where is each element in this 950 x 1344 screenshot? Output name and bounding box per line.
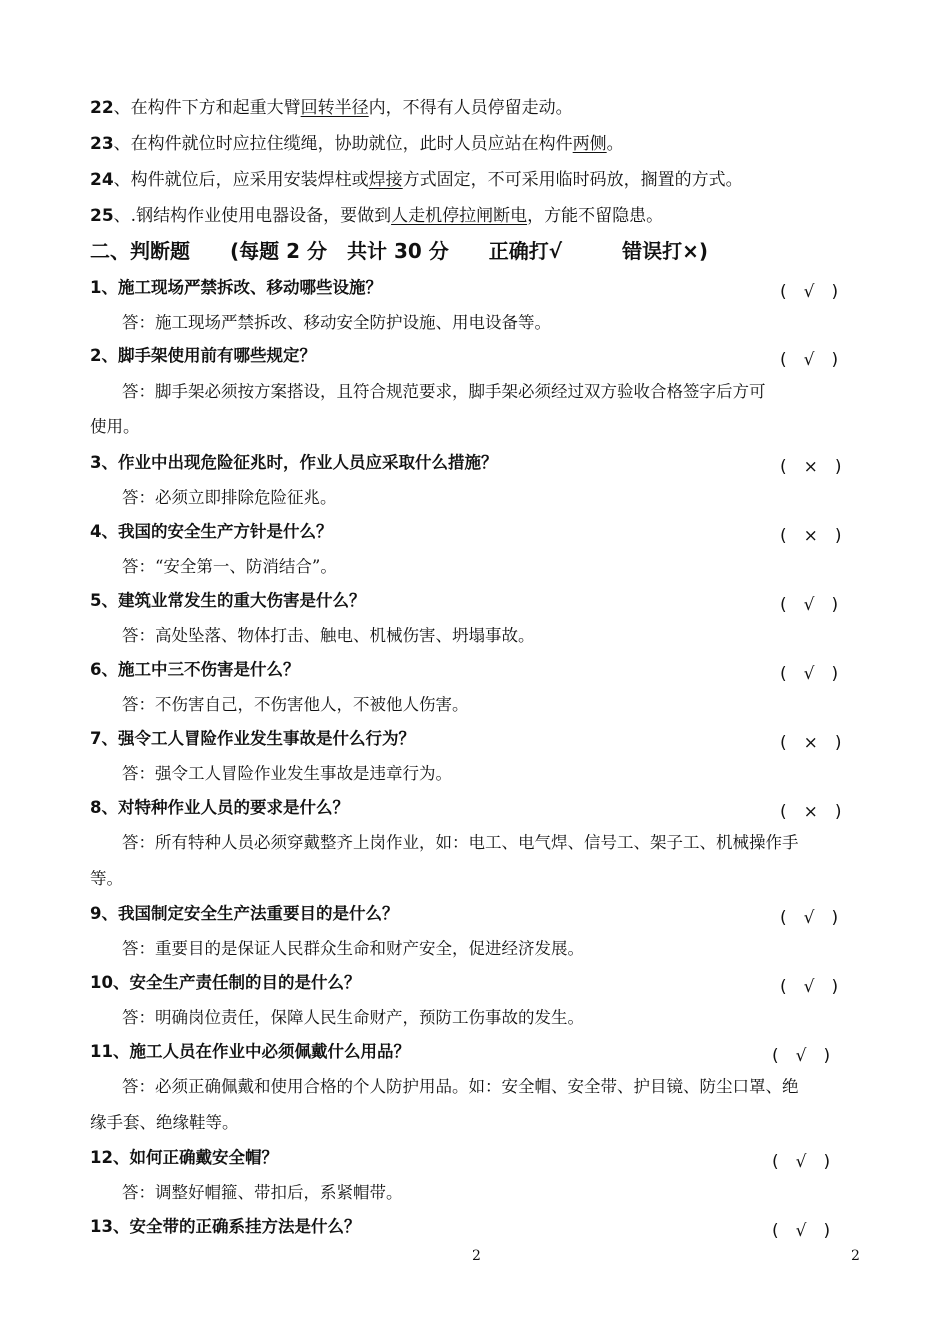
item-text: 构件就位后，应采用安装焊柱或: [130, 170, 369, 190]
item-answer: 人走机停拉闸断电: [391, 206, 528, 226]
question-6: 6、施工中三不伤害是什么？: [90, 660, 300, 679]
answer-mark: ( √ ): [780, 908, 839, 928]
answer-8: 答：所有特种人员必须穿戴整齐上岗作业，如：电工、电气焊、信号工、架子工、机械操作手: [122, 833, 799, 852]
answer-5: 答：高处坠落、物体打击、触电、机械伤害、坍塌事故。: [122, 626, 535, 645]
answer-4: 答：“安全第一、防消结合”。: [122, 557, 337, 576]
question-7: 7、强令工人冒险作业发生事故是什么行为？: [90, 729, 415, 748]
answer-11: 答：必须正确佩戴和使用合格的个人防护用品。如：安全帽、安全带、护目镜、防尘口罩、绝: [122, 1077, 799, 1096]
fill-item-24: [90, 169, 870, 191]
item-number: 25: [90, 206, 114, 226]
item-number: 23: [90, 134, 114, 154]
question-3: 3、作业中出现危险征兆时，作业人员应采取什么措施？: [90, 453, 498, 472]
answer-mark: ( × ): [780, 733, 842, 753]
item-sep: 、: [113, 98, 131, 118]
page-number-right: 2: [851, 1248, 860, 1264]
fill-item-25: [90, 205, 870, 227]
answer-mark: ( √ ): [780, 282, 839, 302]
item-text: 在构件下方和起重大臂: [130, 98, 301, 118]
answer-mark: ( √ ): [780, 977, 839, 997]
item-number: 24: [90, 170, 114, 190]
answer-1: 答：施工现场严禁拆改、移动安全防护设施、用电设备等。: [122, 313, 551, 332]
answer-6: 答：不伤害自己，不伤害他人，不被他人伤害。: [122, 695, 469, 714]
answer-mark: ( √ ): [772, 1152, 831, 1172]
question-4: 4、我国的安全生产方针是什么？: [90, 522, 333, 541]
page-number-center: 2: [472, 1248, 481, 1264]
item-text: ，方能不留隐患。: [527, 206, 664, 226]
question-8: 8、对特种作业人员的要求是什么？: [90, 798, 349, 817]
item-text: 在构件就位时应拉住缆绳，协助就位，此时人员应站在构件: [130, 134, 573, 154]
question-11: 11、施工人员在作业中必须佩戴什么用品？: [90, 1042, 410, 1061]
item-number: 22: [90, 98, 114, 118]
question-10: 10、安全生产责任制的目的是什么？: [90, 973, 361, 992]
item-text: 内，不得有人员停留走动。: [368, 98, 573, 118]
answer-mark: ( × ): [780, 526, 842, 546]
answer-2: 答：脚手架必须按方案搭设，且符合规范要求，脚手架必须经过双方验收合格签字后方可: [122, 382, 766, 401]
item-text: .钢结构作业使用电器设备，要做到: [130, 206, 392, 226]
question-2: 2、脚手架使用前有哪些规定？: [90, 346, 316, 365]
item-answer: 焊接: [368, 170, 403, 190]
question-1: 1、施工现场严禁拆改、移动哪些设施？: [90, 278, 382, 297]
answer-mark: ( × ): [780, 802, 842, 822]
item-answer: 回转半径: [300, 98, 369, 118]
question-12: 12、如何正确戴安全帽？: [90, 1148, 278, 1167]
question-5: 5、建筑业常发生的重大伤害是什么？: [90, 591, 366, 610]
answer-mark: ( √ ): [780, 595, 839, 615]
item-sep: 、: [113, 134, 131, 154]
answer-mark: ( × ): [780, 457, 842, 477]
item-text: 方式固定，不可采用临时码放，搁置的方式。: [402, 170, 743, 190]
answer-7: 答：强令工人冒险作业发生事故是违章行为。: [122, 764, 452, 783]
item-answer: 两侧: [572, 134, 607, 154]
fill-item-22: [90, 97, 870, 119]
question-13: 13、安全带的正确系挂方法是什么？: [90, 1217, 361, 1236]
answer-3: 答：必须立即排除危险征兆。: [122, 488, 337, 507]
answer-11-cont: 缘手套、绝缘鞋等。: [90, 1113, 239, 1132]
answer-8-cont: 等。: [90, 869, 123, 888]
question-9: 9、我国制定安全生产法重要目的是什么？: [90, 904, 399, 923]
answer-mark: ( √ ): [772, 1221, 831, 1241]
item-text: 。: [606, 134, 624, 154]
section-heading: 二、判断题 (每题 2 分 共计 30 分 正确打√ 错误打×): [90, 239, 708, 263]
answer-mark: ( √ ): [780, 350, 839, 370]
answer-9: 答：重要目的是保证人民群众生命和财产安全，促进经济发展。: [122, 939, 584, 958]
item-sep: 、: [113, 206, 131, 226]
answer-mark: ( √ ): [772, 1046, 831, 1066]
fill-item-23: [90, 133, 870, 155]
answer-2-cont: 使用。: [90, 417, 140, 436]
item-sep: 、: [113, 170, 131, 190]
answer-10: 答：明确岗位责任，保障人民生命财产，预防工伤事故的发生。: [122, 1008, 584, 1027]
answer-mark: ( √ ): [780, 664, 839, 684]
answer-12: 答：调整好帽箍、带扣后，系紧帽带。: [122, 1183, 403, 1202]
